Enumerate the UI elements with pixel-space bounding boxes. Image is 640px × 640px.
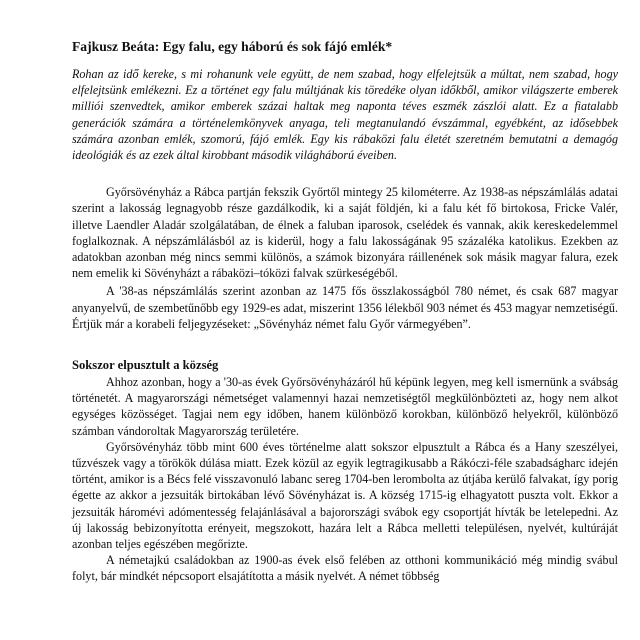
section-spacer (72, 332, 618, 346)
document-page (72, 38, 618, 585)
section-paragraph-3: A németajkú családokban az 1900-as évek első felében az otthoni kommunikáció még mindig svábul folyt, bár mindkét népcsoport elsajátította a másik nyelvét. A német többség (72, 553, 618, 584)
section-paragraph-2: Győrsövényház több mint 600 éves történelme alatt sokszor elpusztult a Rábca és a Hany szeszélyei, tűzvészek vagy a törökök dúlása miatt. Ezek közül az egyik legtragikusabb a Rákóczi-féle szabadságharc idején történt, amikor is a Bécs felé visszavonuló labanc sereg 1704-ben lerombolta az útjába kerülő falvakat, így porig égette az akkor a jezsuiták birtokában lévő Sövényházat is. A község 1715-ig elhagyatott puszta volt. Ekkor a jezsuiták háromévi adómentesség felajánlásával a bajorországi svábok egy csoportját hívták be letelepedni. Az új lakosság bebizonyította erényeit, megszokott, hazára lelt a Rábca melletti településen, nyelvét, kultúráját azonban teljes egészében megőrizte. (72, 439, 618, 552)
section-paragraph-1: Ahhoz azonban, hogy a '30-as évek Győrsövényházáról hű képünk legyen, meg kell ismernünk a svábság történetét. A magyarországi németséget valamennyi hazai nemzetiségtől megkülönbözteti az, hogy nem alkot egységes közösséget. Tagjai nem egy időben, hanem különböző korokban, különböző helyekről, különböző számban vándoroltak Magyarország területére. (72, 375, 618, 438)
section-heading: Sokszor elpusztult a község (72, 358, 219, 373)
article-title: Fajkusz Beáta: Egy falu, egy háború és sok fájó emlék* (72, 39, 393, 54)
body-paragraph-1: Győrsövényház a Rábca partján fekszik Győrtől mintegy 25 kilométerre. Az 1938-as népszámlálás adatai szerint a lakosság legnagyobb része gazdálkodik, ki a saját földjén, ki a falu két fő birtokosa, Fricke Valér, illetve Laendler Aladár szolgálatában, de élnek a faluban iparosok, cselédek és vannak, akik kereskedelemmel foglalkoznak. A népszámlálásból az is kiderül, hogy a falu lakosságának 95 százaléka katolikus. Ezekben az adatokban azonban még nincs semmi különös, a számok bizonyára ráillenének sok másik magyar falura, ezek nem emelik ki Sövényházt a rábaközi–tóközi falvak szürkeségéből. (72, 185, 618, 281)
body-paragraph-2: A '38-as népszámlálás szerint azonban az 1475 fős összlakosságból 780 német, és csak 687 magyar anyanyelvű, de szembetűnőbb egy 1929-es adat, miszerint 1356 lélekből 903 német és 453 magyar nemzetiségű. Értjük már a korabeli feljegyzéseket: „Sövényház német falu Győr vármegyében”. (72, 284, 618, 331)
article-intro: Rohan az idő kereke, s mi rohanunk vele együtt, de nem szabad, hogy elfelejtsük a múltat, nem szabad, hogy elfelejtsünk emlékezni. Ez a történet egy falu múltjának kis töredéke olyan időkből, amikor világszerte emberek milliói szenvedtek, amikor emberek százai haltak meg naponta téves eszmék zászlói alatt. Ez a fiatalabb generációk számára a történelemkönyvek anyaga, teli megtanulandó évszámmal, egyébként, az idősebbek számára azonban emlék, szomorú, fájó emlék. Egy kis rábaközi falu életét szeretném bemutatni a demagóg ideológiák és az ezek által kirobbant második világháború éveiben. (72, 67, 618, 163)
